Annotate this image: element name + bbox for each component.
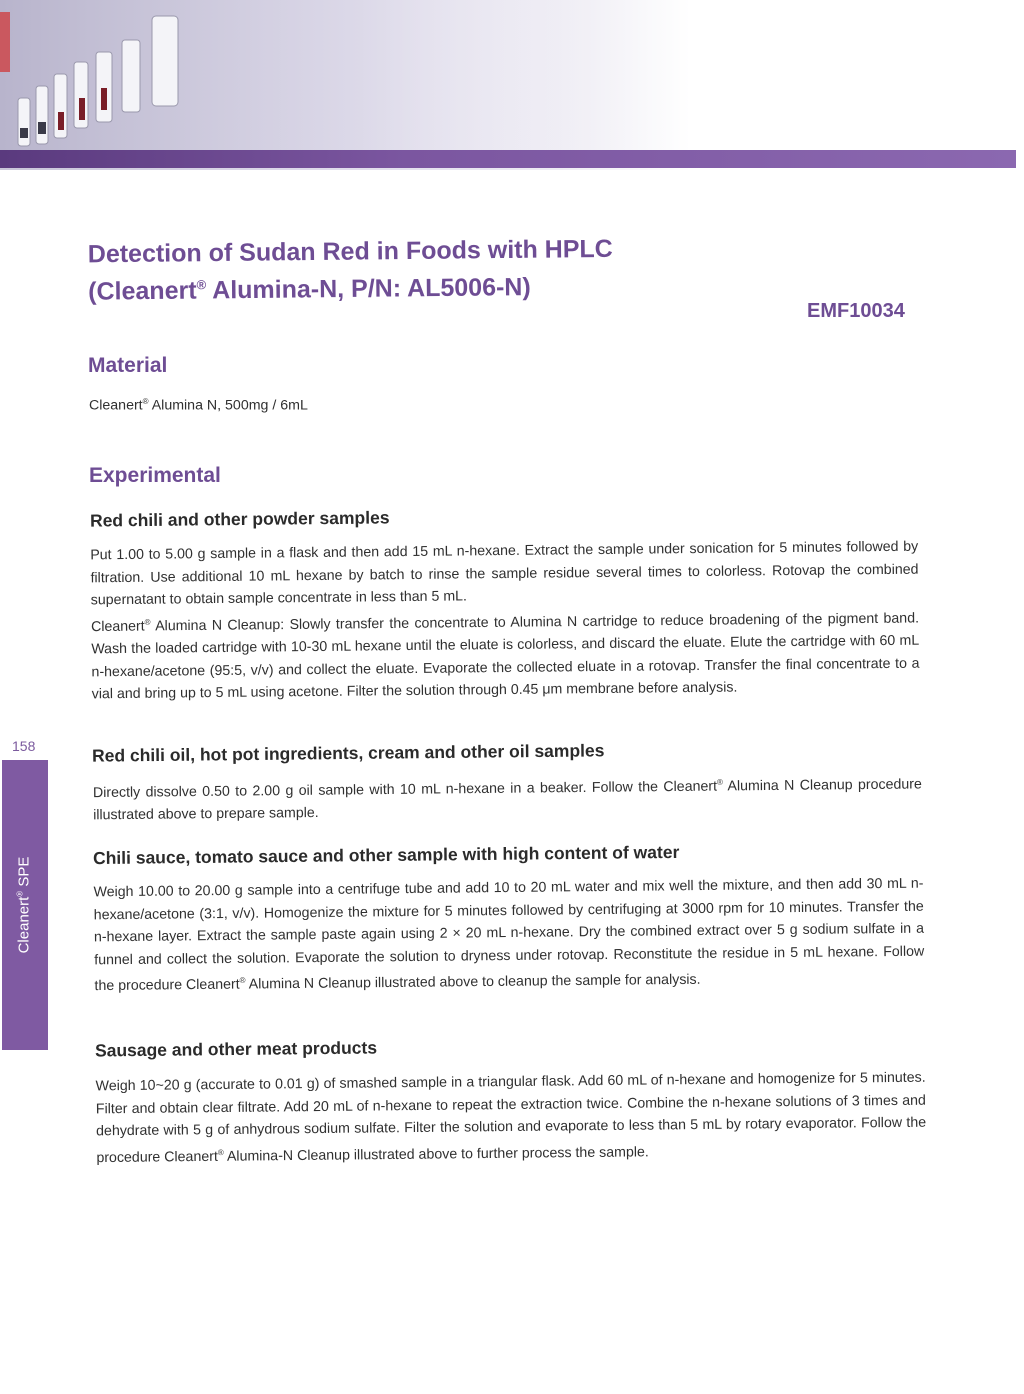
powder-paragraph-1: Put 1.00 to 5.00 g sample in a flask and then add 15 mL n-hexane. Extract the sample under sonication for 5 minutes followed by filtration. Use additional 10 mL hexane by batch to rinse the sample residue several times to colorless. Rotovap the combined supernatant to obtain sample concentrate in less than 5 mL. xyxy=(90,538,919,609)
section-title-powder: Red chili and other powder samples xyxy=(89,507,390,531)
experimental-heading: Experimental xyxy=(89,464,221,487)
section-title-meat: Sausage and other meat products xyxy=(94,1037,378,1061)
title-line-2: (Cleanert® Alumina-N, P/N: AL5006-N) xyxy=(88,273,531,306)
section-body-powder xyxy=(90,536,920,707)
powder-paragraph-2: Cleanert® Alumina N Cleanup: Slowly transfer the concentrate to Alumina N cartridge to reduce broadening of the pigment band. Wash the loaded cartridge with 10-30 mL hexane until the eluate is colorless, and discard the eluate. Elute the cartridge with 60 mL n-hexane/acetone (95:5, v/v) and collect the eluate. Evaporate the collected eluate in a rotovap. Transfer the final concentrate to a vial and bring up to 5 mL using acetone. Filter the solution through 0.45 μm membrane before analysis. xyxy=(90,610,920,703)
section-body-oil: Directly dissolve 0.50 to 2.00 g oil sample with 10 mL n-hexane in a beaker. Follow the Cleanert® Alumina N Cleanup procedure illustrated above to prepare sample. xyxy=(92,776,922,824)
section-body-meat: Weigh 10~20 g (accurate to 0.01 g) of smashed sample in a triangular flask. Add 60 mL of n-hexane and homogenize for 5 minutes. Filter and obtain clear filtrate. Add 20 mL of n-hexane to repeat the extraction twice. Combine the n-hexane solutions of 3 times and dehydrate with 5 g of anhydrous sodium sulfate. Filter the solution and evaporate to less than 5 mL by rotary evaporator. Follow the procedure Cleanert® Alumina-N Cleanup illustrated above to further process the sample. xyxy=(95,1069,927,1166)
page-title xyxy=(88,233,729,308)
side-section-label: Cleanert® SPE xyxy=(15,856,33,954)
title-line-1: Detection of Sudan Red in Foods with HPLC xyxy=(87,234,613,269)
section-title-oil: Red chili oil, hot pot ingredients, cream and other oil samples xyxy=(91,740,605,766)
material-text: Cleanert® Alumina N, 500mg / 6mL xyxy=(89,397,308,414)
page-number: 158 xyxy=(12,738,36,754)
header-accent-bar xyxy=(0,150,1016,168)
section-title-sauce: Chili sauce, tomato sauce and other sample with high content of water xyxy=(92,841,680,869)
header-banner xyxy=(0,0,1016,170)
document-code: EMF10034 xyxy=(807,300,905,322)
syringe-cartridges-illustration xyxy=(0,0,600,152)
material-heading: Material xyxy=(88,354,168,377)
section-body-sauce: Weigh 10.00 to 20.00 g sample into a centrifuge tube and add 10 to 20 mL water and mix well the mixture, and then add 30 mL n-hexane/acetone (3:1, v/v). Homogenize the mixture for 5 minutes followed by centrifuging at 3000 rpm for 10 minutes. Transfer the n-hexane layer. Extract the sample paste again using 2 × 20 mL n-hexane. Dry the combined extract over 5 g sodium sulfate in a funnel and collect the solution. Evaporate the solution to dryness under rotovap. Reconstitute the residue in 5 mL hexane. Follow the procedure Cleanert® Alumina N Cleanup illustrated above to cleanup the sample for analysis. xyxy=(93,875,925,995)
